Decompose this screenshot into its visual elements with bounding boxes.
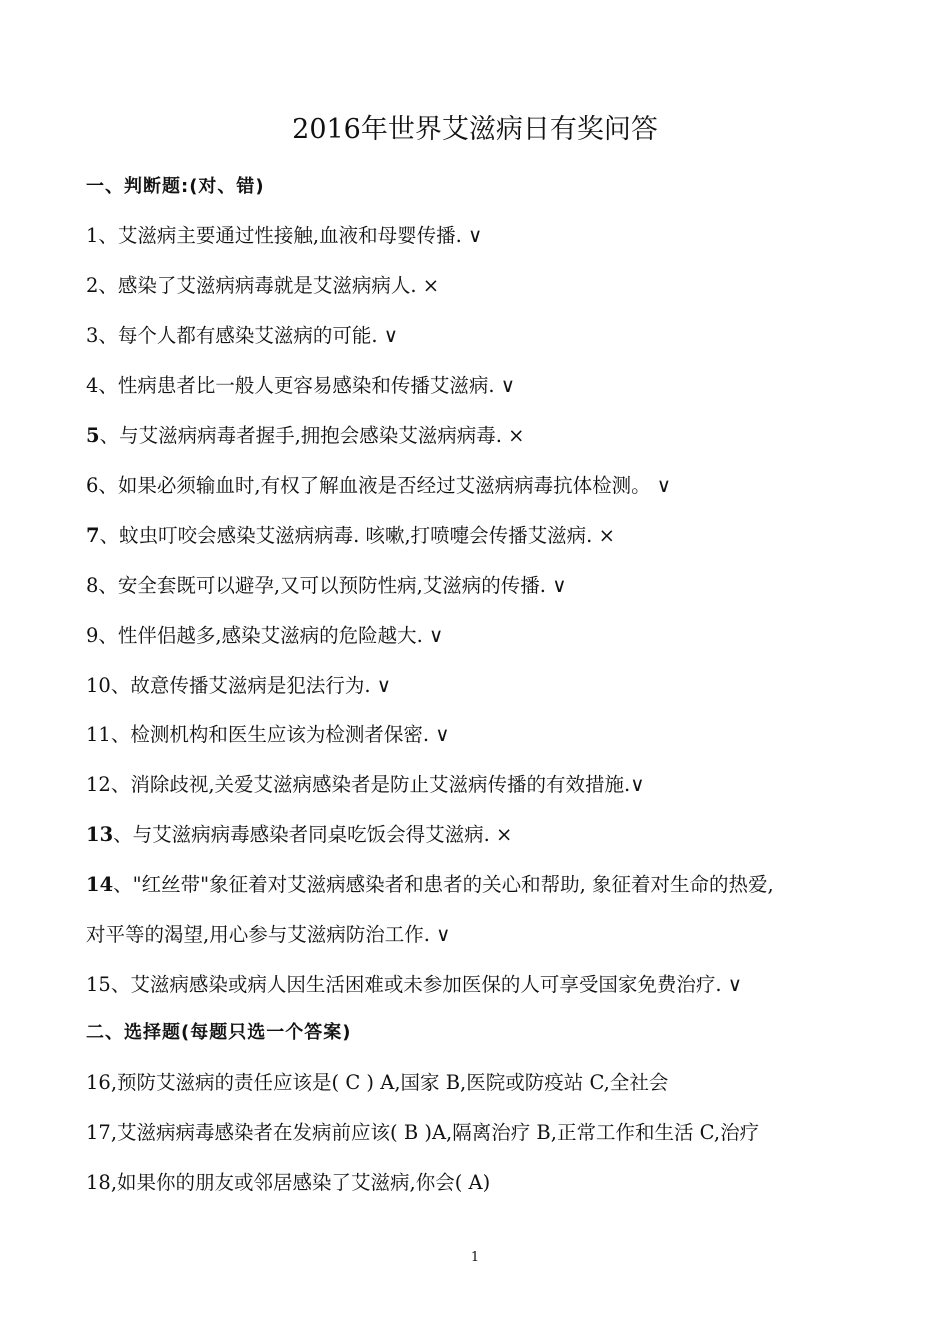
question-5-number: 5 xyxy=(86,424,100,447)
question-10: 10、故意传播艾滋病是犯法行为. ∨ xyxy=(86,674,391,697)
question-7-text: 、蚊虫叮咬会感染艾滋病病毒. 咳嗽,打喷嚏会传播艾滋病. × xyxy=(99,524,615,547)
question-13 xyxy=(86,821,876,849)
section-heading-true-false: 一、判断题:(对、错) xyxy=(86,176,265,197)
question-13-text: 、与艾滋病病毒感染者同桌吃饭会得艾滋病. × xyxy=(113,823,513,846)
question-17: 17,艾滋病病毒感染者在发病前应该( B )A,隔离治疗 B,正常工作和生活 C,治疗 xyxy=(86,1121,760,1144)
question-14-number: 14 xyxy=(86,873,114,896)
question-9: 9、性伴侣越多,感染艾滋病的危险越大. ∨ xyxy=(86,624,444,647)
question-5-text: 、与艾滋病病毒者握手,拥抱会感染艾滋病病毒. × xyxy=(99,424,525,447)
question-14-continued: 对平等的渴望,用心参与艾滋病防治工作. ∨ xyxy=(86,923,451,946)
question-16: 16,预防艾滋病的责任应该是( C ) A,国家 B,医院或防疫站 C,全社会 xyxy=(86,1071,669,1094)
question-18: 18,如果你的朋友或邻居感染了艾滋病,你会( A) xyxy=(86,1171,491,1194)
question-1: 1、艾滋病主要通过性接触,血液和母婴传播. ∨ xyxy=(86,224,483,247)
question-4: 4、性病患者比一般人更容易感染和传播艾滋病. ∨ xyxy=(86,374,516,397)
question-7 xyxy=(86,522,876,550)
question-8: 8、安全套既可以避孕,又可以预防性病,艾滋病的传播. ∨ xyxy=(86,574,567,597)
question-11: 11、检测机构和医生应该为检测者保密. ∨ xyxy=(86,723,450,746)
page-number: 1 xyxy=(470,1250,480,1265)
question-12: 12、消除歧视,关爱艾滋病感染者是防止艾滋病传播的有效措施.∨ xyxy=(86,773,645,796)
question-14-text: 、"红丝带"象征着对艾滋病感染者和患者的关心和帮助, 象征着对生命的热爱, xyxy=(113,873,774,896)
document-title: 2016年世界艾滋病日有奖问答 xyxy=(292,114,658,145)
question-15: 15、艾滋病感染或病人因生活困难或未参加医保的人可享受国家免费治疗. ∨ xyxy=(86,973,742,996)
question-3: 3、每个人都有感染艾滋病的可能. ∨ xyxy=(86,324,399,347)
section-heading-multiple-choice: 二、选择题(每题只选一个答案) xyxy=(86,1022,352,1043)
question-7-number: 7 xyxy=(86,524,100,547)
question-6: 6、如果必须输血时,有权了解血液是否经过艾滋病病毒抗体检测。 ∨ xyxy=(86,474,672,497)
question-13-number: 13 xyxy=(86,823,114,846)
question-5 xyxy=(86,422,876,450)
question-2: 2、感染了艾滋病病毒就是艾滋病病人. × xyxy=(86,274,440,297)
question-14 xyxy=(86,871,876,899)
